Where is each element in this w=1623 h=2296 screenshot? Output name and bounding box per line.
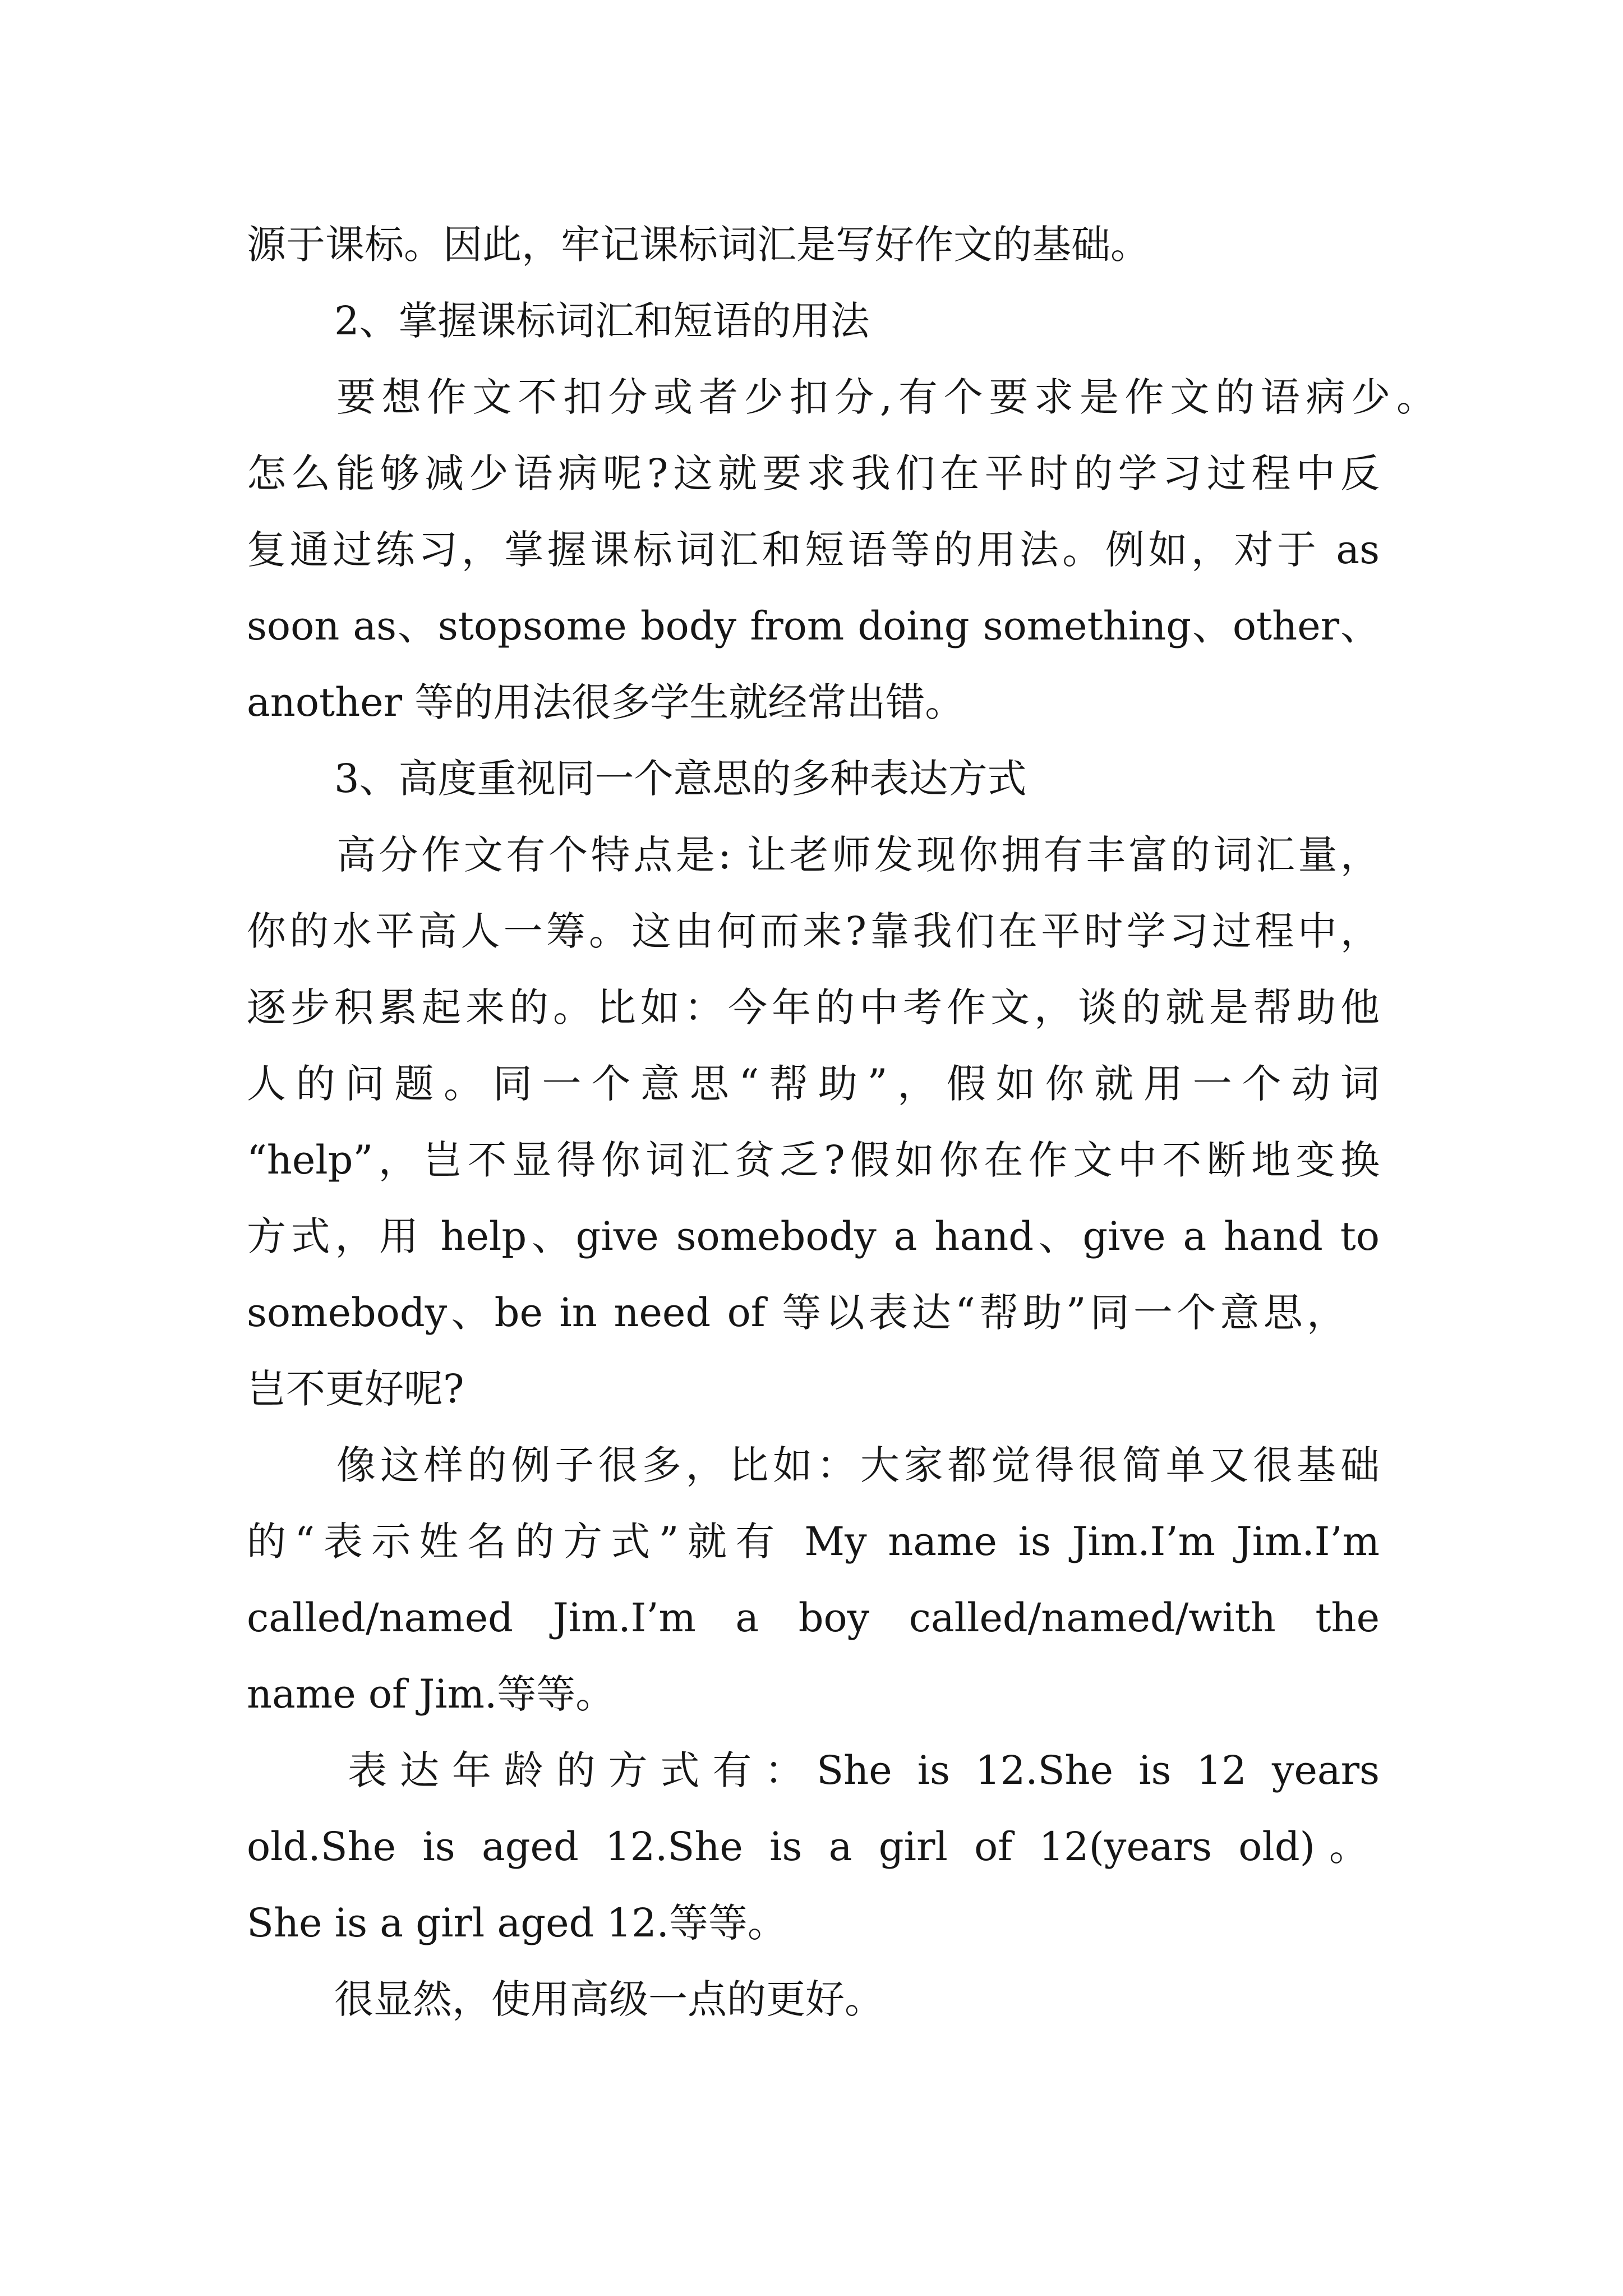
text-line: 怎么能够减少语病呢?这就要求我们在平时的学习过程中反 xyxy=(247,450,1380,496)
text-line: 的“表示姓名的方式”就有 My name is Jim.I’m Jim.I’m xyxy=(247,1519,1380,1565)
section-heading: 3、高度重视同一个意思的多种表达方式 xyxy=(334,756,1027,802)
text-line: 很显然，使用高级一点的更好。 xyxy=(334,1976,884,2022)
text-line: 高分作文有个特点是: 让老师发现你拥有丰富的词汇量， xyxy=(336,832,1380,878)
text-line: 人的问题。同一个意思“帮助”，假如你就用一个动词 xyxy=(247,1061,1380,1107)
text-line: name of Jim.等等。 xyxy=(247,1671,615,1717)
text-line: 方式，用 help、give somebody a hand、give a hand to xyxy=(247,1213,1380,1259)
text-line: another 等的用法很多学生就经常出错。 xyxy=(247,679,965,725)
text-line: soon as、stopsome body from doing something、other、 xyxy=(247,603,1380,649)
text-line: “help”，岂不显得你词汇贫乏?假如你在作文中不断地变换 xyxy=(247,1137,1380,1183)
text-line: old.She is aged 12.She is a girl of 12(years old)。 xyxy=(247,1824,1368,1870)
text-line: 表达年龄的方式有：She is 12.She is 12 years xyxy=(348,1747,1380,1793)
text-line: She is a girl aged 12.等等。 xyxy=(247,1900,787,1946)
text-line: 复通过练习，掌握课标词汇和短语等的用法。例如，对于 as xyxy=(247,527,1380,573)
text-line: 源于课标。因此，牢记课标词汇是写好作文的基础。 xyxy=(247,222,1150,268)
text-line: called/named Jim.I’m a boy called/named/with the xyxy=(247,1595,1380,1641)
text-line: 要想作文不扣分或者少扣分,有个要求是作文的语病少。 xyxy=(336,374,1436,420)
text-line: 像这样的例子很多，比如：大家都觉得很简单又很基础 xyxy=(336,1442,1380,1488)
text-line: 逐步积累起来的。比如：今年的中考作文，谈的就是帮助他 xyxy=(247,984,1380,1030)
text-line: 你的水平高人一筹。这由何而来?靠我们在平时学习过程中， xyxy=(247,908,1380,954)
text-line: somebody、be in need of 等以表达“帮助”同一个意思， xyxy=(247,1290,1346,1336)
text-line: 岂不更好呢? xyxy=(247,1366,464,1412)
section-heading: 2、掌握课标词汇和短语的用法 xyxy=(334,298,870,344)
